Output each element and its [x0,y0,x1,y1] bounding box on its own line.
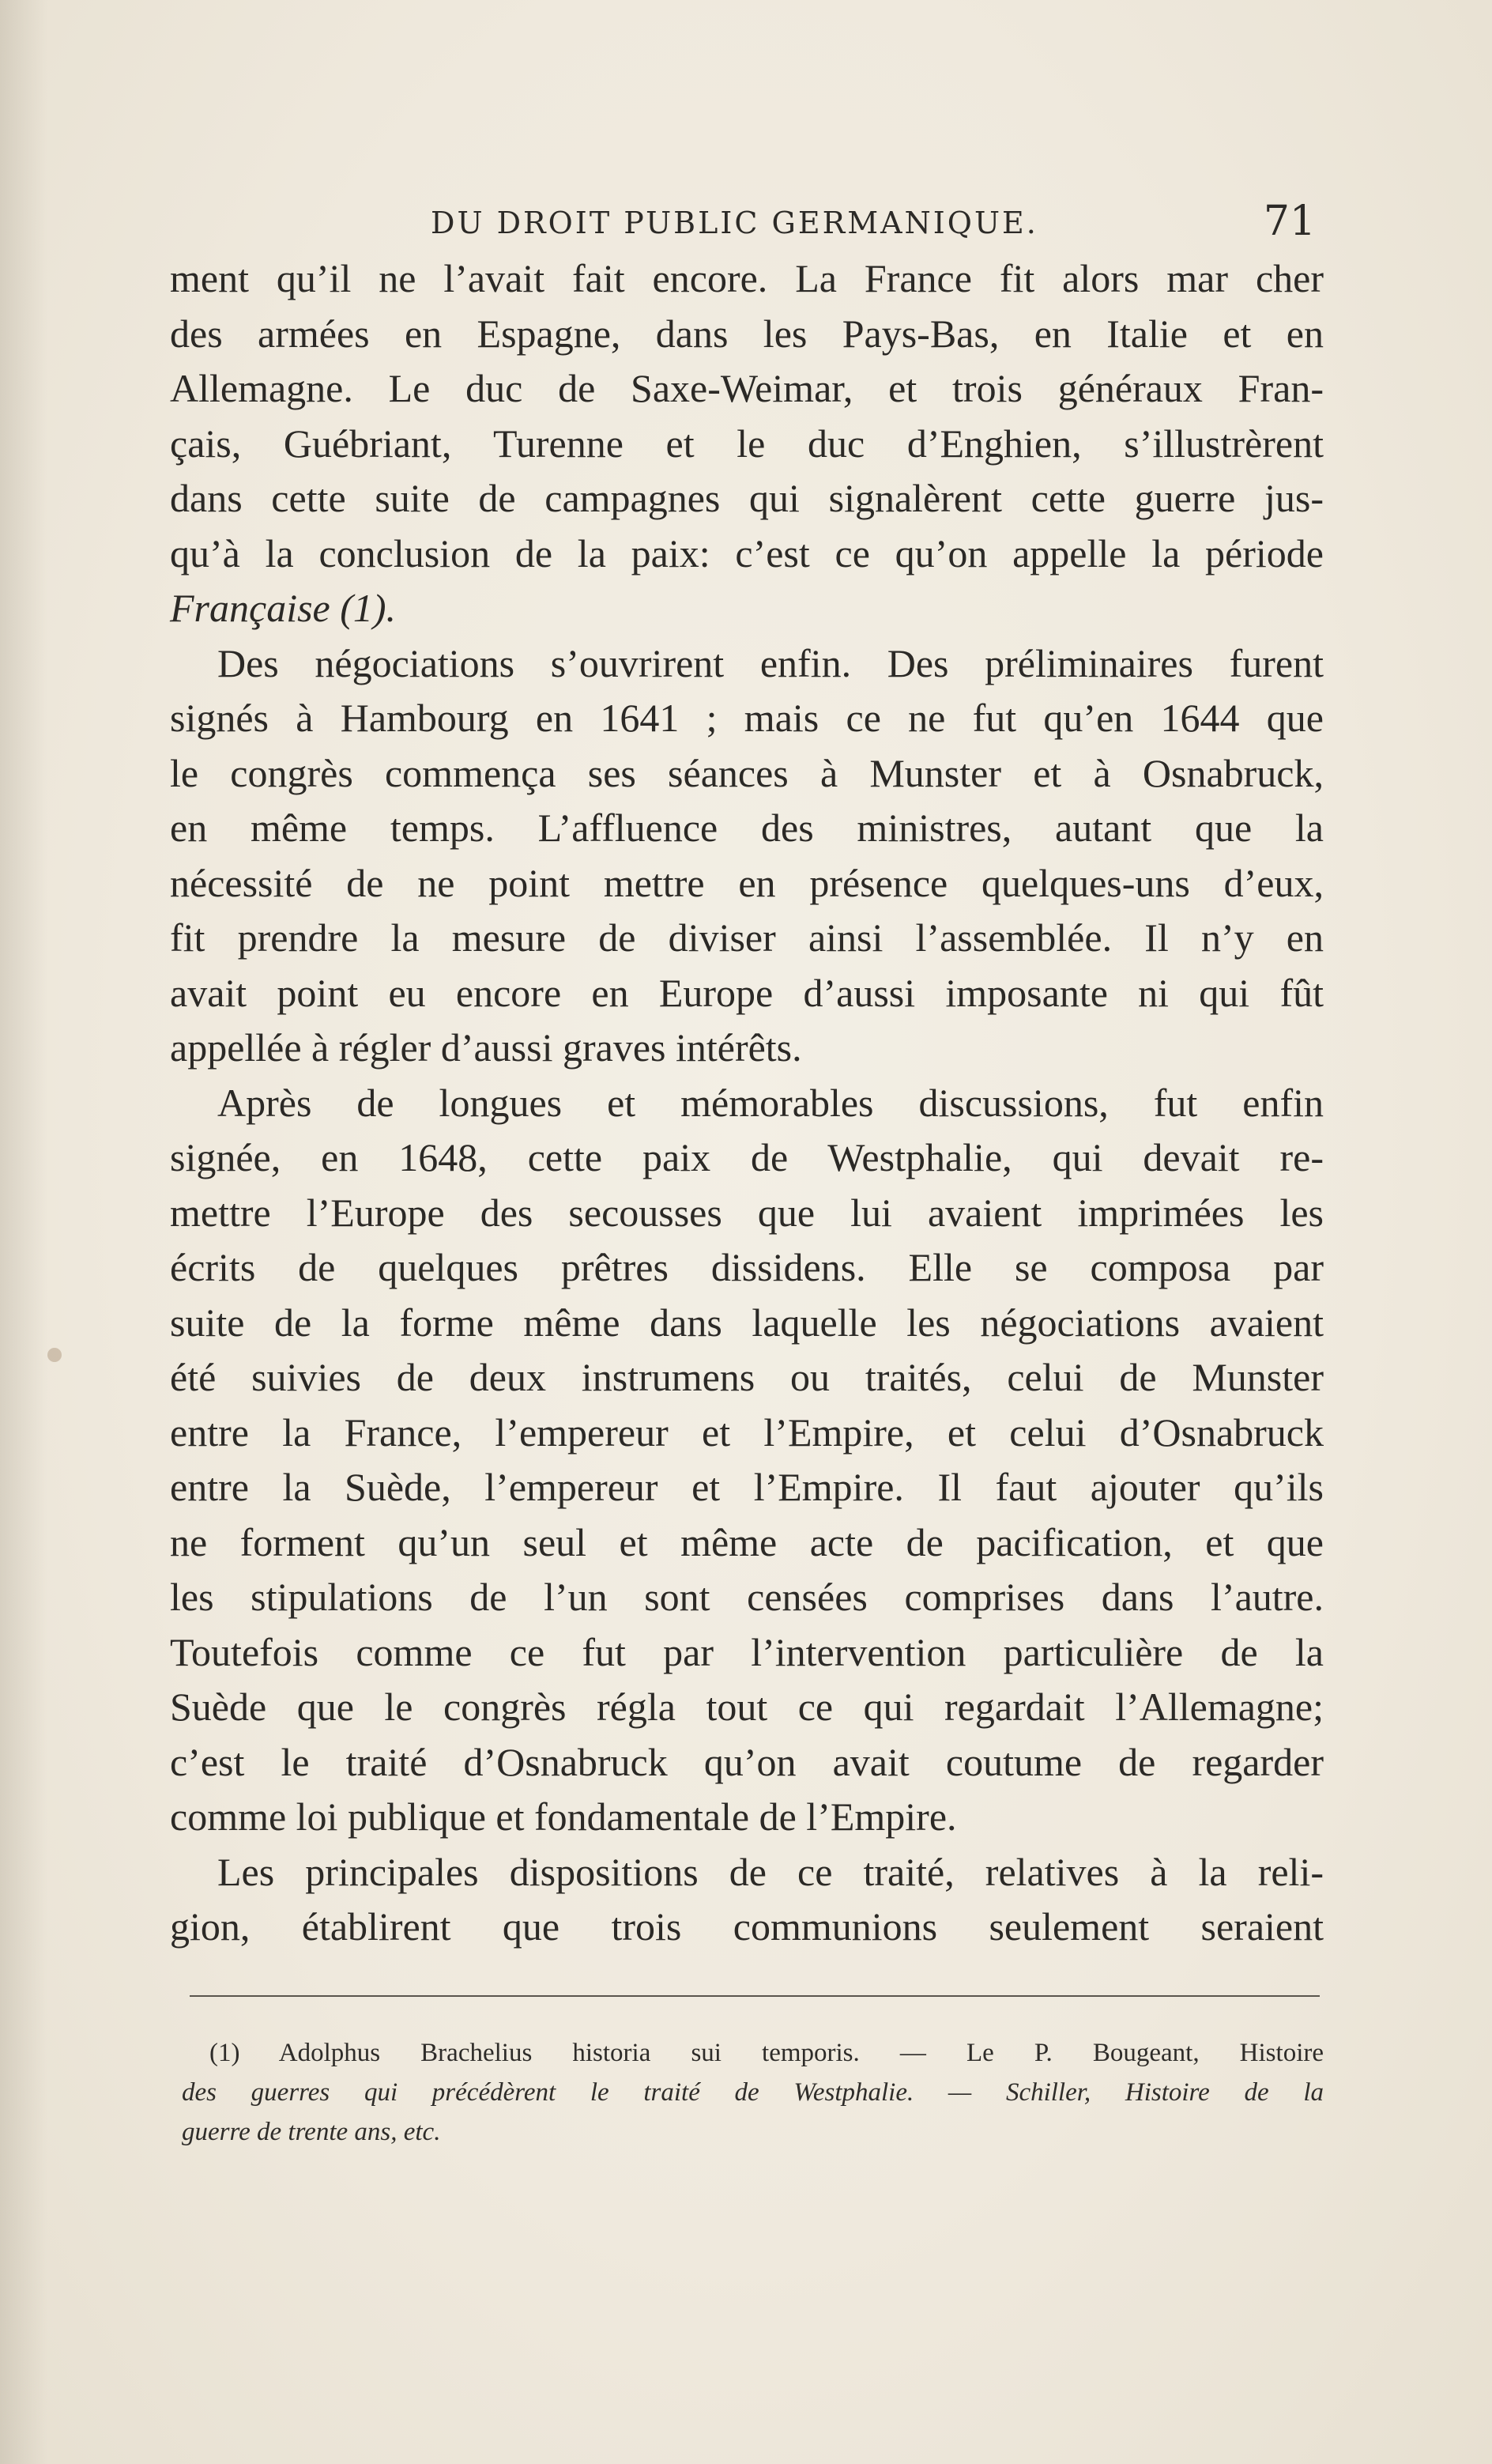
footnote-line: guerre de trente ans, etc. [182,2118,441,2146]
footnote-line: des guerres qui précédèrent le traité de Westphalie. — Schiller, Histoire de la [182,2078,1324,2107]
text-line: mettre l’Europe des secousses que lui avaient imprimées les [170,1190,1324,1235]
text-line: Suède que le congrès régla tout ce qui regardait l’Allemagne; [170,1685,1324,1729]
text-line: suite de la forme même dans laquelle les négociations avaient [170,1300,1324,1345]
footnote [182,2033,1324,2152]
text-line: le congrès commença ses séances à Munster et à Osnabruck, [170,750,1324,795]
text-line: écrits de quelques prêtres dissidens. Elle se composa par [170,1245,1324,1289]
text-line: entre la Suède, l’empereur et l’Empire. Il faut ajouter qu’ils [170,1465,1324,1509]
footnote-line: (1) Adolphus Brachelius historia sui temporis. — Le P. Bougeant, Histoire [209,2039,1324,2067]
text-line: Allemagne. Le duc de Saxe-Weimar, et trois généraux Fran- [170,366,1324,410]
text-line: Des négociations s’ouvrirent enfin. Des préliminaires furent [217,640,1324,685]
text-line: des armées en Espagne, dans les Pays-Bas, en Italie et en [170,311,1324,356]
body-text [170,251,1324,1955]
text-line: signés à Hambourg en 1641 ; mais ce ne fut qu’en 1644 que [170,696,1324,740]
text-line: Française (1). [170,586,397,630]
page-number: 71 [1263,198,1316,245]
text-line: qu’à la conclusion de la paix: c’est ce qu’on appelle la période [170,530,1324,575]
text-line: avait point eu encore en Europe d’aussi imposante ni qui fût [170,970,1324,1015]
gutter-shadow [0,0,47,2464]
text-line: signée, en 1648, cette paix de Westphalie, qui devait re- [170,1135,1324,1179]
text-line: Les principales dispositions de ce traité, relatives à la reli- [217,1849,1324,1894]
text-line: appellée à régler d’aussi graves intérêts. [170,1025,802,1070]
text-line: entre la France, l’empereur et l’Empire, et celui d’Osnabruck [170,1409,1324,1455]
text-line: ment qu’il ne l’avait fait encore. La France fit alors mar cher [170,256,1324,300]
text-line: les stipulations de l’un sont censées comprises dans l’autre. [170,1575,1324,1619]
text-line: gion, établirent que trois communions seulement seraient [170,1904,1324,1949]
text-line: çais, Guébriant, Turenne et le duc d’Enghien, s’illustrèrent [170,421,1324,466]
page-header [170,198,1324,253]
text-line: Toutefois comme ce fut par l’intervention particulière de la [170,1629,1324,1674]
footnote-rule [190,1995,1320,1997]
text-line: nécessité de ne point mettre en présence quelques-uns d’eux, [170,860,1324,905]
text-line: c’est le traité d’Osnabruck qu’on avait coutume de regarder [170,1739,1324,1784]
text-line: été suivies de deux instrumens ou traités, celui de Munster [170,1355,1324,1399]
text-line: en même temps. L’affluence des ministres, autant que la [170,806,1324,850]
running-head: DU DROIT PUBLIC GERMANIQUE. [431,206,1038,240]
text-line: ne forment qu’un seul et même acte de pacification, et que [170,1519,1324,1564]
text-line: fit prendre la mesure de diviser ainsi l’assemblée. Il n’y en [170,915,1324,960]
paper-stain [47,1348,62,1362]
text-line: Après de longues et mémorables discussions, fut enfin [217,1080,1324,1125]
text-line: comme loi publique et fondamentale de l’Empire. [170,1794,957,1839]
text-line: dans cette suite de campagnes qui signalèrent cette guerre jus- [170,476,1324,520]
